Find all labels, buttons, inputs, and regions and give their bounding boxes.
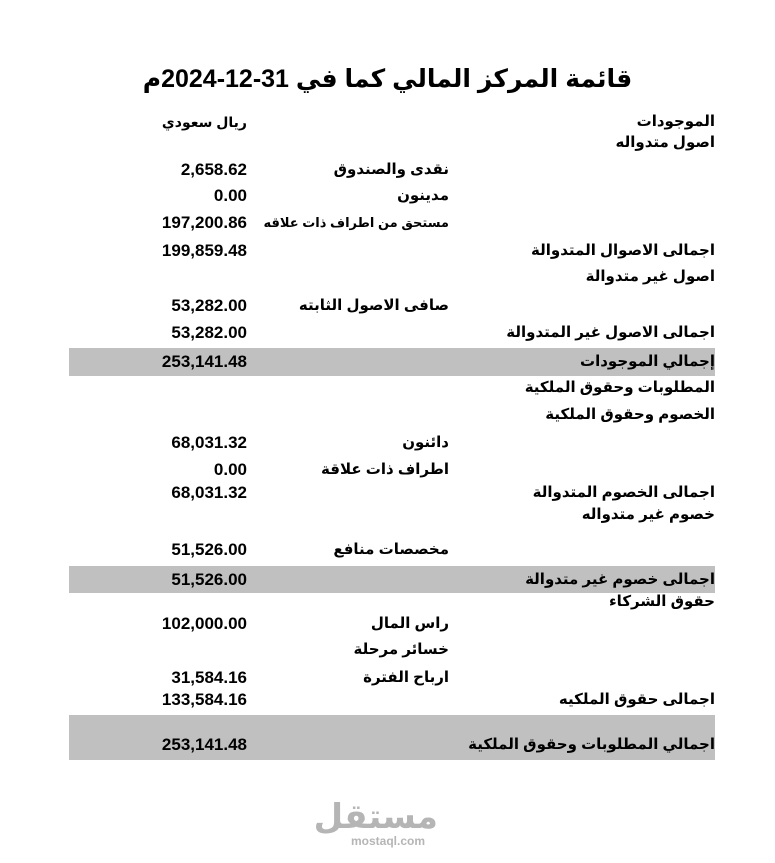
capital-label: راس المال <box>370 615 449 632</box>
cash-label: نقدى والصندوق <box>333 161 449 178</box>
total-assets-value: 253,141.48 <box>161 352 247 371</box>
benefits-value: 51,526.00 <box>171 540 247 559</box>
debtors-value: 0.00 <box>213 186 247 205</box>
total-noncurrent-liabilities-value: 51,526.00 <box>171 570 247 589</box>
net-fixed-assets-value: 53,282.00 <box>171 296 247 315</box>
total-liabilities-equity-label: اجمالي المطلوبات وحقوق الملكية <box>468 736 715 753</box>
noncurrent-liabilities-heading: خصوم غير متدواله <box>581 506 715 523</box>
noncurrent-liabilities-heading-row <box>69 503 715 527</box>
period-profit-row <box>69 666 715 690</box>
liabilities-heading: المطلوبات وحقوق الملكية <box>524 379 715 396</box>
related-due-row <box>69 211 715 235</box>
related-parties-row <box>69 458 715 482</box>
total-assets-label: إجمالي الموجودات <box>580 353 715 370</box>
creditors-label: دائنون <box>402 434 449 451</box>
cash-row <box>69 158 715 182</box>
capital-row <box>69 612 715 636</box>
benefits-label: مخصصات منافع <box>333 541 449 558</box>
cash-value: 2,658.62 <box>180 160 247 179</box>
total-current-liabilities-label: اجمالى الخصوم المتدوالة <box>532 484 715 501</box>
debtors-label: مدينون <box>397 187 449 204</box>
total-current-liabilities-value: 68,031.32 <box>171 483 247 502</box>
total-current-assets-value: 199,859.48 <box>161 241 247 260</box>
total-noncurrent-assets-row <box>69 321 715 345</box>
total-liabilities-equity-value: 253,141.48 <box>161 735 247 754</box>
noncurrent-assets-heading: اصول غير متدوالة <box>585 268 715 285</box>
carried-losses-row <box>69 638 715 662</box>
debtors-row <box>69 184 715 208</box>
watermark-domain: mostaql.com <box>350 834 425 848</box>
equity-heading: حقوق الشركاء <box>609 593 715 610</box>
related-parties-label: اطراف ذات علاقة <box>321 461 449 478</box>
total-assets-row <box>69 348 715 376</box>
total-noncurrent-liabilities-label: اجمالى خصوم غير متدوالة <box>525 571 715 588</box>
total-noncurrent-liabilities-row <box>69 566 715 593</box>
carried-losses-label: خسائر مرحلة <box>353 641 449 658</box>
current-assets-heading-row <box>69 131 715 155</box>
creditors-value: 68,031.32 <box>171 433 247 452</box>
total-liabilities-equity-row <box>69 733 715 757</box>
current-assets-heading: اصول متدواله <box>615 134 715 151</box>
total-current-assets-row <box>69 239 715 263</box>
period-profit-value: 31,584.16 <box>171 668 247 687</box>
related-due-label: مستحق من اطراف ذات علاقه <box>263 215 449 230</box>
total-noncurrent-assets-label: اجمالى الاصول غير المتدوالة <box>506 324 715 341</box>
total-equity-value: 133,584.16 <box>161 690 247 709</box>
total-current-liabilities-row <box>69 481 715 505</box>
noncurrent-assets-heading-row <box>69 265 715 289</box>
page-title: قائمة المركز المالي كما في 31-12-2024م <box>142 65 633 93</box>
capital-value: 102,000.00 <box>161 614 247 633</box>
total-equity-row <box>69 688 715 712</box>
total-noncurrent-assets-value: 53,282.00 <box>171 323 247 342</box>
net-fixed-assets-label: صافى الاصول الثابته <box>298 297 449 314</box>
total-current-assets-label: اجمالى الاصوال المتدوالة <box>531 242 715 259</box>
liabilities-sub-heading-row <box>69 403 715 427</box>
related-due-value: 197,200.86 <box>161 213 247 232</box>
liabilities-sub-heading: الخصوم وحقوق الملكية <box>545 406 715 423</box>
related-parties-value: 0.00 <box>213 460 247 479</box>
total-equity-label: اجمالى حقوق الملكيه <box>558 691 715 708</box>
creditors-row <box>69 431 715 455</box>
equity-heading-row <box>69 590 715 614</box>
benefits-row <box>69 538 715 562</box>
watermark <box>313 798 438 848</box>
currency-label: ريال سعودي <box>161 114 247 130</box>
liabilities-heading-row <box>69 376 715 400</box>
assets-heading: الموجودات <box>636 113 715 130</box>
period-profit-label: ارباح الفترة <box>363 669 449 686</box>
watermark-logo: مستقل <box>313 798 438 836</box>
net-fixed-assets-row <box>69 294 715 318</box>
